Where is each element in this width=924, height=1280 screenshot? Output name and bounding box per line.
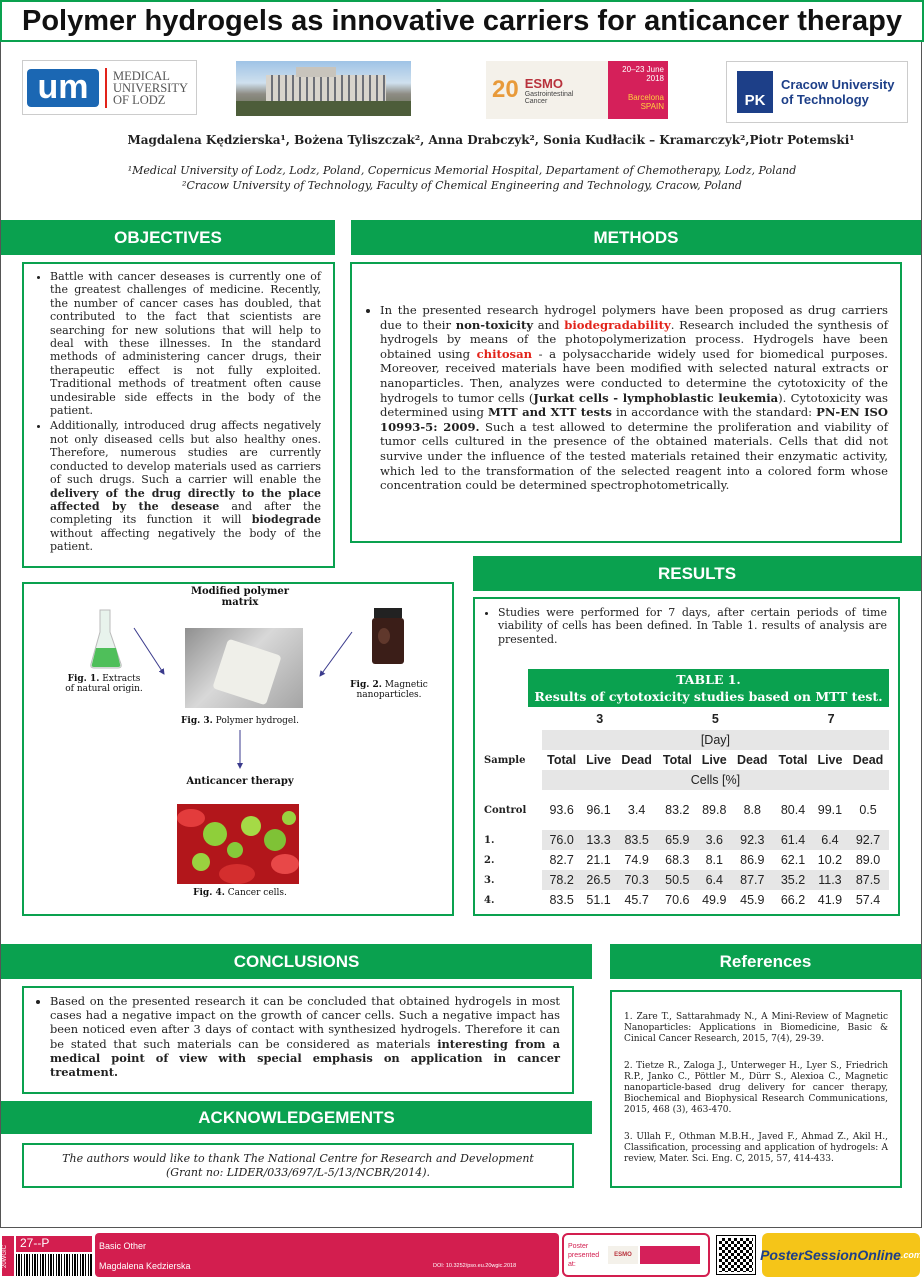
table-day-label: [Day] xyxy=(542,730,889,750)
table-column-header: Total xyxy=(547,753,577,767)
table-cells-label: Cells [%] xyxy=(542,770,889,790)
table-value: 62.1 xyxy=(780,853,806,867)
table-cell xyxy=(484,708,542,730)
qr-code-image xyxy=(717,1236,755,1274)
table-value: 45.7 xyxy=(624,893,649,907)
um-mark: um xyxy=(27,69,99,107)
table-row xyxy=(484,890,889,910)
table-value: 89.0 xyxy=(855,853,881,867)
table-value: 3.4 xyxy=(627,803,646,817)
table-value: 87.7 xyxy=(731,870,773,890)
table-value: 76.0 xyxy=(542,830,582,850)
table-value: 70.6 xyxy=(665,893,690,907)
fig-1-caption: Fig. 1. Extracts of natural origin. xyxy=(65,674,143,694)
footer-doi: DOI: 10.3252/pso.eu.20wgic.2018 xyxy=(433,1263,517,1269)
cytotoxicity-table xyxy=(484,708,889,910)
table-value: 82.7 xyxy=(549,853,574,867)
table-row-label: 4. xyxy=(484,894,495,906)
esmo-brand: ESMO xyxy=(524,75,563,91)
footer-info-bar xyxy=(95,1233,559,1277)
table-row xyxy=(484,730,889,750)
table-row xyxy=(484,708,889,730)
table-value: 92.7 xyxy=(847,830,889,850)
table-column-header: Live xyxy=(586,753,612,767)
reference-1: 1. Zare T., Sattarahmady N., A Mini-Review of Magnetic Nanoparticles: Applications in Biomedicine, Basic & Cinical Cancer Research, 2015, 7(4), 29-39. xyxy=(624,1012,888,1044)
pk-mark: PK xyxy=(737,71,773,113)
presented-at-badge xyxy=(562,1233,710,1277)
extract-flask-image xyxy=(88,606,124,670)
table-row-label: 2. xyxy=(484,854,495,866)
presented-line: Poster xyxy=(568,1242,589,1250)
table-row-label: Control xyxy=(484,804,527,816)
table-value: 41.9 xyxy=(817,893,843,907)
esmo-place: Barcelona SPAIN xyxy=(627,93,664,111)
objectives-header: OBJECTIVES xyxy=(1,220,335,255)
fig-2-caption: Fig. 2. Magnetic nanoparticles. xyxy=(350,680,428,700)
footer-category: Basic Other xyxy=(99,1241,147,1251)
pso-word-2: SessionOnline xyxy=(803,1247,901,1263)
fig-4-caption: Fig. 4. Cancer cells. xyxy=(193,888,287,898)
table-caption-title: TABLE 1. xyxy=(676,672,741,687)
footer-side-label: 20WGIC xyxy=(2,1236,14,1276)
objectives-box xyxy=(22,262,335,568)
table-value: 68.3 xyxy=(665,853,690,867)
table-value: 86.9 xyxy=(740,853,765,867)
table-value: 93.6 xyxy=(549,803,574,817)
results-text-block xyxy=(480,606,887,648)
esmo-gi-2018-logo xyxy=(486,61,668,119)
table-column-header: Dead xyxy=(621,753,652,767)
table-value: 83.2 xyxy=(665,803,690,817)
table-column-header: Live xyxy=(701,753,727,767)
table-value: 92.3 xyxy=(731,830,773,850)
mini-esmo-logo: ESMO xyxy=(608,1246,638,1264)
objectives-bullet-1: • Battle with cancer deseases is currently one of the greatest challenges of medicine. Recently, the number of cancer cases has doubled, that contributed to the fact that scientists are searching for new solutions that will help to deal with these illnesses. In the standard methods of administering cancer drugs, their therapeutic effect is not fully exploited. Traditional methods of treatment often cause undesirable side effects in the body of the patient. xyxy=(50,270,321,417)
figure-title-matrix: Modified polymer matrix xyxy=(190,586,290,608)
table-value: 8.8 xyxy=(743,803,761,817)
table-value: 51.1 xyxy=(586,893,611,907)
table-value: 61.4 xyxy=(773,830,813,850)
table-row xyxy=(484,790,889,830)
table-row xyxy=(484,870,889,890)
presented-line: presented at: xyxy=(568,1251,600,1268)
table-value: 65.9 xyxy=(658,830,698,850)
esmo-sub: Gastrointestinal Cancer xyxy=(524,90,574,105)
results-text: • Studies were performed for 7 days, after certain periods of time viability of cells has been defined. In Table 1. results of analysis are presented. xyxy=(498,606,887,646)
figure-title-therapy: Anticancer therapy xyxy=(186,776,294,787)
conclusions-box xyxy=(22,986,574,1094)
poster-number: 27--P xyxy=(16,1236,92,1252)
references-header: References xyxy=(610,944,921,979)
table-value: 83.5 xyxy=(549,893,574,907)
table-value: 11.3 xyxy=(813,870,847,890)
table-value: 0.5 xyxy=(859,803,877,817)
table-value: 70.3 xyxy=(616,870,658,890)
figure-arrows xyxy=(130,620,410,772)
table-row-label: 1. xyxy=(484,834,495,846)
cracow-university-logo xyxy=(726,61,908,123)
affiliation-2: ²Cracow University of Technology, Faculty of Chemical Engineering and Technology, Cracow, Poland xyxy=(182,179,742,192)
methods-header: METHODS xyxy=(351,220,921,255)
table-value: 83.5 xyxy=(616,830,658,850)
acknowledgements-text: The authors would like to thank The National Centre for Research and Development (Grant no: LIDER/033/697/L-5/13/NCBR/2014). xyxy=(22,1143,574,1188)
table-value: 8.1 xyxy=(705,853,723,867)
cancer-cells-image xyxy=(177,804,299,884)
table-value: 99.1 xyxy=(817,803,843,817)
references-box xyxy=(610,990,902,1188)
table-column-header: Dead xyxy=(852,753,884,767)
acknowledgements-header: ACKNOWLEDGEMENTS xyxy=(1,1101,592,1134)
logo-line: Cracow University xyxy=(781,77,895,92)
table-value: 45.9 xyxy=(740,893,765,907)
table-value: 49.9 xyxy=(702,893,727,907)
methods-box xyxy=(350,262,902,543)
reference-3: 3. Ullah F., Othman M.B.H., Javed F., Ahmad Z., Akil H., Classification, processing and application of hydrogels: A review, Mater. Sci. Eng. C, 2015, 57, 414-433. xyxy=(624,1132,888,1164)
pso-word-1: Poster xyxy=(760,1247,804,1263)
table-value: 89.8 xyxy=(702,803,727,817)
table-value: 26.5 xyxy=(581,870,615,890)
footer-author: Magdalena Kedzierska xyxy=(99,1261,191,1271)
table-column-header: Dead xyxy=(737,753,768,767)
table-value: 6.4 xyxy=(813,830,847,850)
methods-text: • In the presented research hydrogel polymers have been proposed as drug carriers due to their non-toxicity and biodegradability. Research included the synthesis of hydrogels by means of the photopolymerization process. Hydrogels have been obtained using chitosan - a polysaccharide widely used for biomedical purposes. Moreover, received materials have been modified with selected natural extracts or nanoparticles. Then, analyzes were conducted to determine the cytotoxicity of the hydrogels to tumor cells (Jurkat cells - lymphoblastic leukemia). Cytotoxicity was determined using MTT and XTT tests in accordance with the standard: PN-EN ISO 10993-5: 2009. Such a test allowed to determine the proliferation and viability of tumor cells cultured in the presence of the obtained materials. Cells that did not survive under the influence of the tested materials retained their enzymatic activity, which led to the transformation of the selected reagent into a colored form whose concentration could be determined spectrophotometrically. xyxy=(380,303,888,493)
table-row xyxy=(484,850,889,870)
table-column-header: Live xyxy=(817,753,843,767)
authors: Magdalena Kędzierska¹, Bożena Tyliszczak², Anna Drabczyk², Sonia Kudłacik – Kramarczyk²,Piotr Potemski¹ xyxy=(127,133,855,147)
esmo-dates: 20–23 June 2018 xyxy=(622,65,664,83)
table-value: 74.9 xyxy=(624,853,649,867)
logo-line: OF LODZ xyxy=(113,92,166,107)
affiliation-1: ¹Medical University of Lodz, Lodz, Poland, Copernicus Memorial Hospital, Departament of Chemotherapy, Lodz, Poland xyxy=(127,164,797,177)
table-caption-subtitle: Results of cytotoxicity studies based on MTT test. xyxy=(534,689,883,704)
results-header: RESULTS xyxy=(473,556,921,591)
table-value: 78.2 xyxy=(542,870,582,890)
table-row xyxy=(484,770,889,790)
table-row xyxy=(484,830,889,850)
table-value: 87.5 xyxy=(847,870,889,890)
esmo-number: 20 xyxy=(492,76,519,103)
reference-2: 2. Tietze R., Zaloga J., Unterweger H., Lyer S., Friedrich R.P., Janko C., Pöttler M., Dürr S., Alexioa C., Magnetic nanoparticle-based drug delivery for cancer therapy, Biochemical and Biophysical Research Communications, 2015, 468 (3), 463-470. xyxy=(624,1061,888,1115)
pso-word-3: .com xyxy=(900,1250,922,1260)
table-day-header: 7 xyxy=(827,712,835,726)
table-value: 80.4 xyxy=(780,803,806,817)
table-row-label: 3. xyxy=(484,874,495,886)
table-value: 96.1 xyxy=(586,803,611,817)
table-value: 6.4 xyxy=(697,870,731,890)
table-value: 57.4 xyxy=(855,893,881,907)
table-value: 66.2 xyxy=(780,893,806,907)
table-sample-label: Sample xyxy=(484,754,526,766)
table-value: 3.6 xyxy=(697,830,731,850)
table-caption xyxy=(528,669,889,707)
table-row xyxy=(484,750,889,770)
hospital-building-photo xyxy=(236,61,411,116)
table-day-header: 3 xyxy=(596,712,604,726)
table-column-header: Total xyxy=(778,753,808,767)
barcode-image xyxy=(16,1254,92,1276)
logo-line: MEDICAL xyxy=(113,68,170,83)
poster-session-online-logo xyxy=(762,1233,920,1277)
table-value: 13.3 xyxy=(581,830,615,850)
table-value: 10.2 xyxy=(817,853,843,867)
table-value: 35.2 xyxy=(773,870,813,890)
conclusions-header: CONCLUSIONS xyxy=(1,944,592,979)
table-day-header: 5 xyxy=(711,712,719,726)
medical-university-lodz-logo xyxy=(22,60,197,115)
conclusions-text: • Based on the presented research it can be concluded that obtained hydrogels in most cases had a negative impact on the growth of cancer cells. Such a negative impact has been noticed even after 3 days of contact with synthesized hydrogels. Therefore it can be stated that such materials can be considered as materials interesting from a medical point of view with special emphasis on application in cancer treatment. xyxy=(50,994,560,1079)
logo-line: of Technology xyxy=(781,92,869,107)
fig-3-caption: Fig. 3. Polymer hydrogel. xyxy=(181,716,299,726)
table-value: 50.5 xyxy=(658,870,698,890)
objectives-bullet-2: • Additionally, introduced drug affects negatively not only diseased cells but also healthy ones. Therefore, numerous studies are currently conducted to develop materials used as carriers of such drugs. Such a carrier will enable the delivery of the drug directly to the place affected by the desease and after the completing its function it will biodegrade without affecting negatively the body of the patient. xyxy=(50,419,321,553)
table-value: 21.1 xyxy=(586,853,611,867)
poster-title: Polymer hydrogels as innovative carriers for anticancer therapy xyxy=(0,0,924,42)
logo-line: UNIVERSITY xyxy=(113,80,188,95)
table-column-header: Total xyxy=(662,753,692,767)
